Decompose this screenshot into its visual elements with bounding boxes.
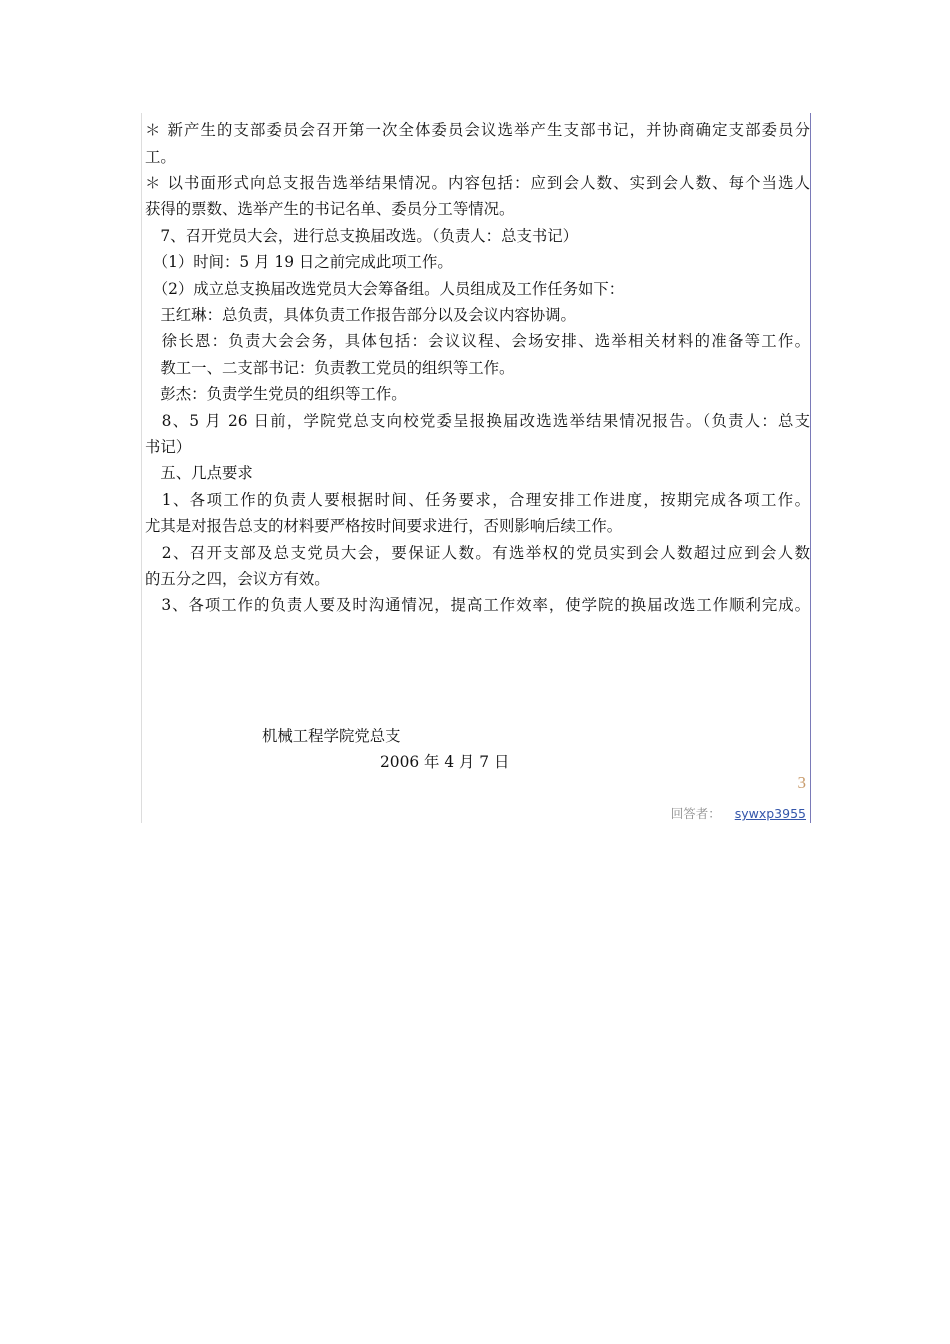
text-line: （2）成立总支换届改选党员大会筹备组。人员组成及工作任务如下： — [145, 280, 625, 298]
text-line: 获得的票数、选举产生的书记名单、委员分工等情况。 — [145, 200, 515, 218]
text-line: 教工一、二支部书记：负责教工党员的组织等工作。 — [145, 359, 515, 377]
answer-content — [141, 113, 811, 823]
answerer-label: 回答者： — [670, 806, 721, 821]
text-line: 1、各项工作的负责人要根据时间、任务要求，合理安排工作进度，按期完成各项工作。 — [145, 491, 810, 509]
text-line: 8、5 月 26 日前，学院党总支向校党委呈报换届改选选举结果情况报告。（负责人：总支 — [145, 412, 810, 430]
answerer-info — [671, 804, 806, 822]
signature-organization: 机械工程学院党总支 — [262, 727, 401, 745]
text-line: 2、召开支部及总支党员大会，要保证人数。有选举权的党员实到会人数超过应到会人数 — [145, 544, 810, 562]
text-line: 徐长恩：负责大会会务，具体包括：会议议程、会场安排、选举相关材料的准备等工作。 — [145, 332, 810, 350]
page-number: 3 — [797, 773, 806, 792]
text-line: （1）时间：5 月 19 日之前完成此项工作。 — [145, 253, 453, 271]
text-line: ＊ 新产生的支部委员会召开第一次全体委员会议选举产生支部书记，并协商确定支部委员分 — [145, 121, 810, 139]
text-line: 的五分之四，会议方有效。 — [145, 570, 330, 588]
section-heading: 五、几点要求 — [145, 464, 253, 482]
text-line: 尤其是对报告总支的材料要严格按时间要求进行，否则影响后续工作。 — [145, 517, 623, 535]
text-line: 工。 — [145, 148, 176, 166]
text-line: 7、召开党员大会，进行总支换届改选。（负责人：总支书记） — [145, 227, 579, 245]
text-line: ＊ 以书面形式向总支报告选举结果情况。内容包括：应到会人数、实到会人数、每个当选人 — [145, 174, 810, 192]
text-line: 3、各项工作的负责人要及时沟通情况，提高工作效率，使学院的换届改选工作顺利完成。 — [145, 596, 810, 614]
answerer-link[interactable]: sywxp3955 — [734, 806, 806, 821]
text-line: 书记） — [145, 438, 192, 456]
signature-date: 2006 年 4 月 7 日 — [380, 753, 510, 771]
text-line: 王红琳：总负责，具体负责工作报告部分以及会议内容协调。 — [145, 306, 576, 324]
text-line: 彭杰：负责学生党员的组织等工作。 — [145, 385, 407, 403]
